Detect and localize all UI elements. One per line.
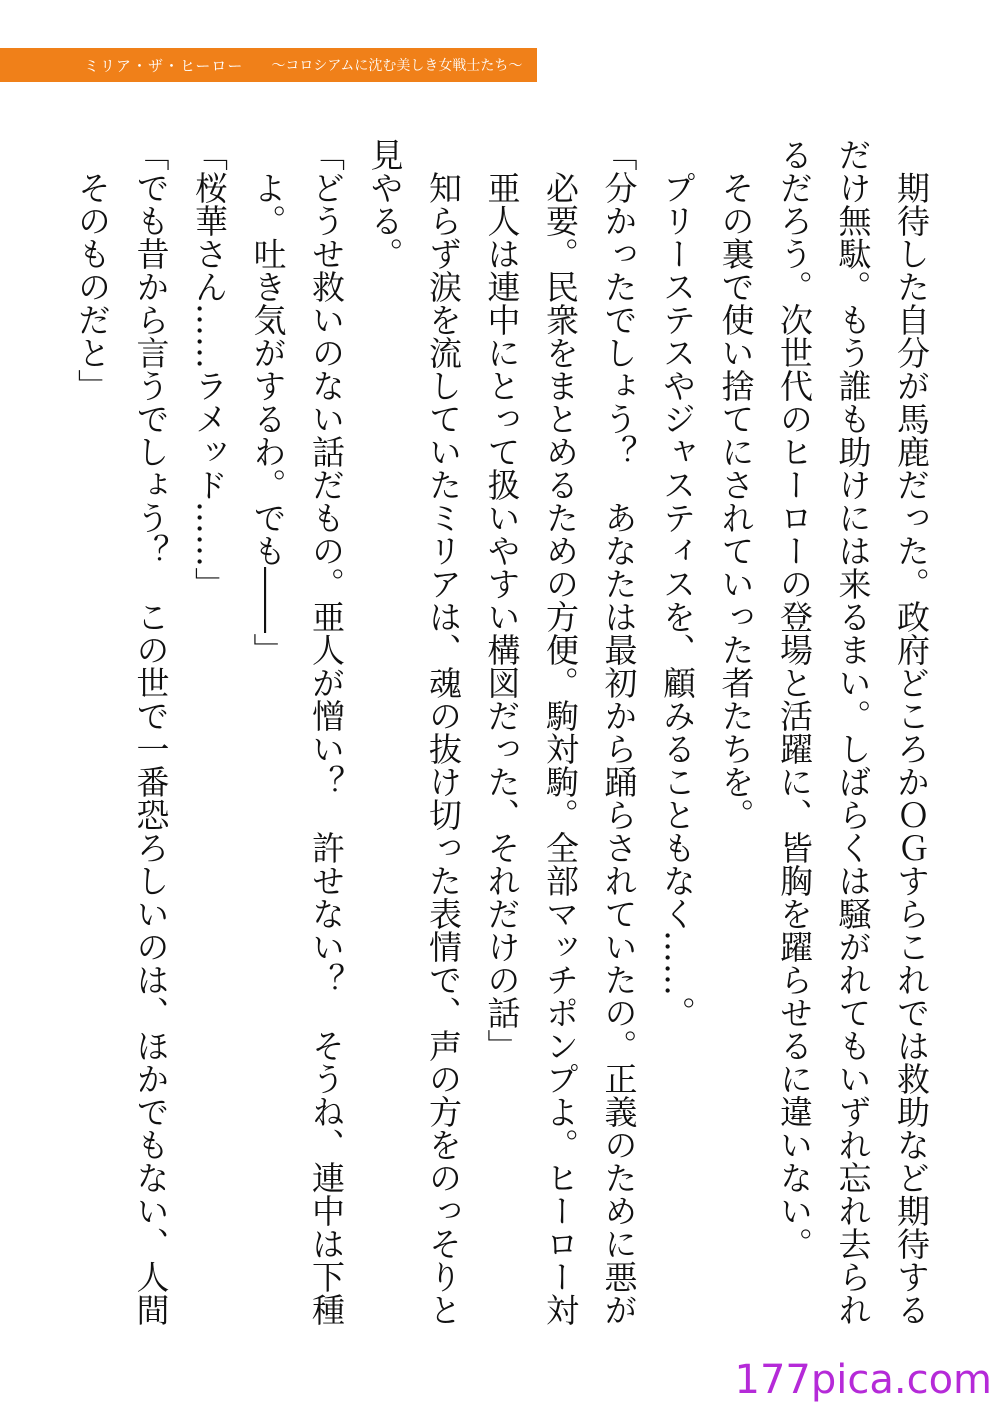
series-title: ミリア・ザ・ヒーロー xyxy=(84,56,244,75)
dialogue-paragraph: 「桜華さん……ラメッド……」 xyxy=(190,138,229,600)
dialogue-paragraph: 「どうせ救いのない話だもの。亜人が憎い？ 許せない？ そうね、連中は下種よ。吐き気がするわ。でも――」 xyxy=(248,138,346,1326)
paragraph: その裏で使い捨てにされていった者たちを。 xyxy=(716,171,756,831)
paragraph: 期待した自分が馬鹿だった。政府どころかＯＧすらこれでは救助など期待するだけ無駄。もう誰も助けには来るまい。しばらくは騒がれてもいずれ忘れ去られるだろう。次世代のヒーローの登場と活躍に、皆胸を躍らせるに違いない。 xyxy=(775,138,931,1326)
watermark: 177pica.com xyxy=(734,1357,992,1403)
dialogue-paragraph: 「分かったでしょう？ あなたは最初から踊らされていたの。正義のために悪が必要。民衆をまとめるための方便。駒対駒。全部マッチポンプよ。ヒーロー対亜人は連中にとって扱いやすい構図だった、それだけの話」 xyxy=(482,138,639,1326)
vertical-text-body xyxy=(60,138,940,1358)
series-subtitle: ～コロシアムに沈む美しき女戦士たち～ xyxy=(271,58,523,74)
paragraph: 知らず涙を流していたミリアは、魂の抜け切った表情で、声の方をのっそりと見やる。 xyxy=(365,138,463,1326)
dialogue-paragraph: 「でも昔から言うでしょう？ この世で一番恐ろしいのは、ほかでもない、人間そのものだと」 xyxy=(73,138,171,1326)
paragraph: プリーステスやジャスティスを、顧みることもなく……。 xyxy=(658,171,697,1029)
header-banner xyxy=(0,48,537,82)
